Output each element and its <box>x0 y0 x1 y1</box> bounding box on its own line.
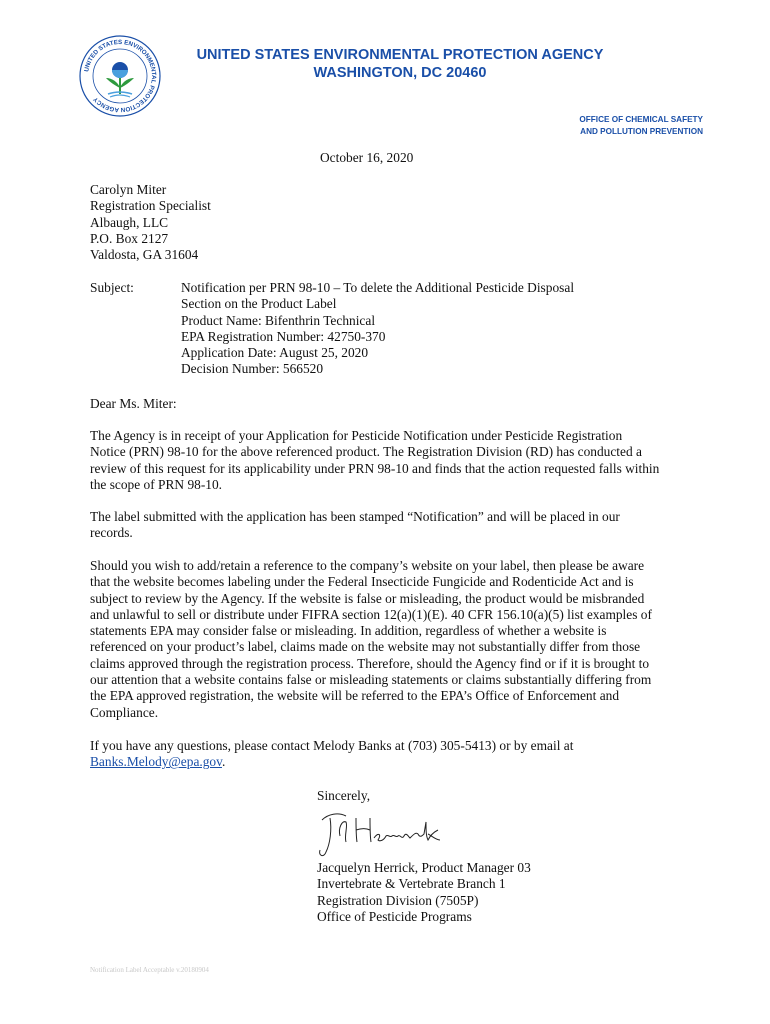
agency-name: UNITED STATES ENVIRONMENTAL PROTECTION AGENCY <box>196 47 604 63</box>
closing: Sincerely, <box>317 788 371 803</box>
recipient-company: Albaugh, LLC <box>90 214 169 230</box>
paragraph-line: records. <box>90 525 133 541</box>
paragraph-line: Should you wish to add/retain a reference to the company’s website on your label, then please be aware <box>90 558 645 573</box>
svg-text:UNITED STATES ENVIRONMENTAL PR: UNITED STATES ENVIRONMENTAL PROTECTION AGENCY <box>83 38 158 114</box>
paragraph-line: that the website becomes labeling under the Federal Insecticide Fungicide and Rodenticide Act and is <box>90 574 634 590</box>
paragraph-line <box>90 754 690 770</box>
paragraph-line: Notice (PRN) 98-10 for the above referenced product. The Registration Division (RD) has conducted a <box>90 444 642 460</box>
paragraph-line: The Agency is in receipt of your Application for Pesticide Notification under Pesticide Registration <box>90 428 623 443</box>
paragraph-contact <box>90 738 690 771</box>
paragraph-receipt <box>90 428 690 493</box>
signer-branch: Invertebrate & Vertebrate Branch 1 <box>317 876 506 892</box>
salutation: Dear Ms. Miter: <box>90 396 177 411</box>
subject-line: Section on the Product Label <box>181 296 337 312</box>
handwritten-signature-icon <box>316 806 446 862</box>
agency-header <box>170 46 630 82</box>
recipient-address-line-1: P.O. Box 2127 <box>90 230 169 246</box>
paragraph-line: If you have any questions, please contact Melody Banks at (703) 305-5413) or by email at <box>90 738 574 753</box>
subject-line: Application Date: August 25, 2020 <box>181 345 369 361</box>
office-header <box>579 114 703 138</box>
subject-line: Notification per PRN 98-10 – To delete the Additional Pesticide Disposal <box>181 280 575 295</box>
paragraph-line: statements EPA may consider false or misleading. In addition, regardless of whether a website is <box>90 623 607 639</box>
signer-block <box>317 860 531 925</box>
sentence-period: . <box>221 754 226 770</box>
footer-note: Notification Label Acceptable v.20180904 <box>90 966 209 974</box>
paragraph-line: subject to review by the Agency. If the website is false or misleading, the product would be misbranded <box>90 590 645 606</box>
paragraph-line: claims approved through the registration process. Therefore, should the Agency find or if it is brought to <box>90 655 650 671</box>
paragraph-line: referenced on your product’s label, claims made on the website may not substantially differ from those <box>90 639 641 655</box>
recipient-address-line-2: Valdosta, GA 31604 <box>90 247 199 263</box>
subject-label: Subject: <box>90 280 134 295</box>
subject-lines <box>181 280 574 378</box>
paragraph-line: The label submitted with the application has been stamped “Notification” and will be placed in our <box>90 509 620 524</box>
paragraph-line: review of this request for its applicability under PRN 98-10 and finds that the action requested falls within <box>90 460 660 476</box>
recipient-title: Registration Specialist <box>90 198 211 214</box>
paragraph-line: Compliance. <box>90 704 159 720</box>
subject-line: Decision Number: 566520 <box>181 361 324 377</box>
recipient-name: Carolyn Miter <box>90 182 167 197</box>
signer-name: Jacquelyn Herrick, Product Manager 03 <box>317 860 531 875</box>
paragraph-line: and unlawful to sell or distribute under FIFRA section 12(a)(1)(E). 40 CFR 156.10(a)(5) list examples of <box>90 606 652 622</box>
paragraph-stamped <box>90 509 690 542</box>
subject-line: EPA Registration Number: 42750-370 <box>181 328 386 344</box>
office-line-2: AND POLLUTION PREVENTION <box>580 127 703 136</box>
signer-division: Registration Division (7505P) <box>317 892 479 908</box>
epa-seal-icon <box>78 34 162 118</box>
letter-date: October 16, 2020 <box>320 150 414 165</box>
contact-email-link[interactable]: Banks.Melody@epa.gov <box>90 754 222 770</box>
agency-location: WASHINGTON, DC 20460 <box>313 65 487 81</box>
recipient-address <box>90 182 211 263</box>
signer-office: Office of Pesticide Programs <box>317 908 472 924</box>
paragraph-line: our attention that a website contains false or misleading statements or claims substantially differing from <box>90 672 652 688</box>
paragraph-line: the scope of PRN 98-10. <box>90 476 223 492</box>
paragraph-line: the EPA approved registration, the website will be referred to the EPA’s Office of Enforcement and <box>90 688 620 704</box>
paragraph-website <box>90 558 690 721</box>
subject-line: Product Name: Bifenthrin Technical <box>181 312 376 328</box>
office-line-1: OFFICE OF CHEMICAL SAFETY <box>579 115 703 124</box>
